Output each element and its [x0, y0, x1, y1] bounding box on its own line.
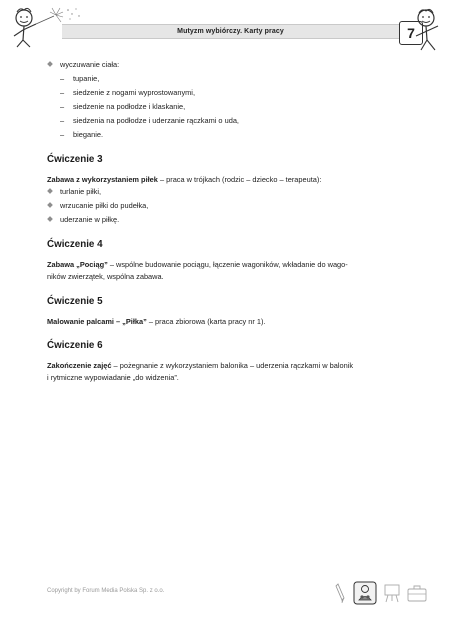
pencil-icon — [336, 584, 344, 603]
exercise-5-heading: Ćwiczenie 5 — [47, 296, 103, 307]
easel-board-icon — [385, 585, 399, 602]
diamond-bullet-icon — [47, 202, 53, 208]
list-item-text: turlanie piłki, — [60, 187, 102, 196]
sub-list-item-text: siedzenie z nogami wyprostowanymi, — [73, 88, 195, 97]
exercise-4-text-line2: ników zwierzątek, wspólna zabawa. — [47, 271, 164, 281]
exercise-3-heading: Ćwiczenie 3 — [47, 154, 103, 165]
child-activity-icon — [354, 582, 376, 604]
header-title: Mutyzm wybiórczy. Karty pracy — [177, 28, 284, 35]
diamond-bullet-icon — [47, 188, 53, 194]
exercise-5-description — [47, 316, 409, 328]
sub-list-item: – siedzenie na podłodze i klaskanie, — [47, 100, 407, 114]
sub-list-item-text: bieganie. — [73, 130, 103, 139]
exercise-4-text: – wspólne budowanie pociągu, łączenie wagoników, wkładanie do wago- — [107, 260, 348, 269]
list-item-text: wrzucanie piłki do pudełka, — [60, 201, 149, 210]
sub-list-item: – tupanie, — [47, 72, 407, 86]
diamond-bullet-icon — [47, 216, 53, 222]
list-item — [47, 213, 407, 227]
sub-list-item-text: tupanie, — [73, 74, 100, 83]
exercise-6-description — [47, 360, 409, 383]
exercise-3-text: – praca w trójkach (rodzic – dziecko – terapeuta): — [157, 175, 322, 184]
exercise-4-title: Zabawa „Pociąg” — [47, 260, 108, 269]
sub-list-item: – siedzenia na podłodze i uderzanie rączkami o uda, — [47, 114, 407, 128]
exercise-6-title: Zakończenie zajęć — [47, 361, 112, 370]
list-item — [47, 58, 407, 72]
diamond-bullet-icon — [47, 61, 53, 67]
exercise-5-text: – praca zbiorowa (karta pracy nr 1). — [146, 317, 266, 326]
exercise-6-text: – pożegnanie z wykorzystaniem balonika – uderzenia rączkami w balonik — [111, 361, 354, 370]
exercise-6-heading: Ćwiczenie 6 — [47, 340, 103, 351]
exercise-3-list — [47, 185, 407, 227]
sub-list-item-text: siedzenie na podłodze i klaskanie, — [73, 102, 186, 111]
sub-list-item: – siedzenie z nogami wyprostowanymi, — [47, 86, 407, 100]
sub-list-item-text: siedzenia na podłodze i uderzanie rączkami o uda, — [73, 116, 239, 125]
child-figure-icon — [402, 6, 446, 54]
exercise-5-title: Malowanie palcami – „Piłka” — [47, 317, 147, 326]
list-item — [47, 185, 407, 199]
list-item — [47, 199, 407, 213]
briefcase-icon — [408, 586, 426, 601]
intro-list — [47, 58, 407, 142]
list-item-text: uderzanie w piłkę. — [60, 215, 120, 224]
exercise-3-description — [47, 174, 409, 186]
exercise-4-heading: Ćwiczenie 4 — [47, 239, 103, 250]
sub-list-item: – bieganie. — [47, 128, 407, 142]
copyright-notice: Copyright by Forum Media Polska Sp. z o.o. — [47, 588, 165, 594]
exercise-6-text-line2: i rytmiczne wypowiadanie „do widzenia”. — [47, 372, 179, 382]
footer-icons — [332, 580, 432, 606]
page-number: 7 — [399, 21, 423, 45]
exercise-3-title: Zabawa z wykorzystaniem piłek — [47, 175, 158, 184]
exercise-4-description — [47, 259, 409, 282]
header-bar — [62, 24, 399, 39]
list-item-text: wyczuwanie ciała: — [60, 60, 120, 69]
